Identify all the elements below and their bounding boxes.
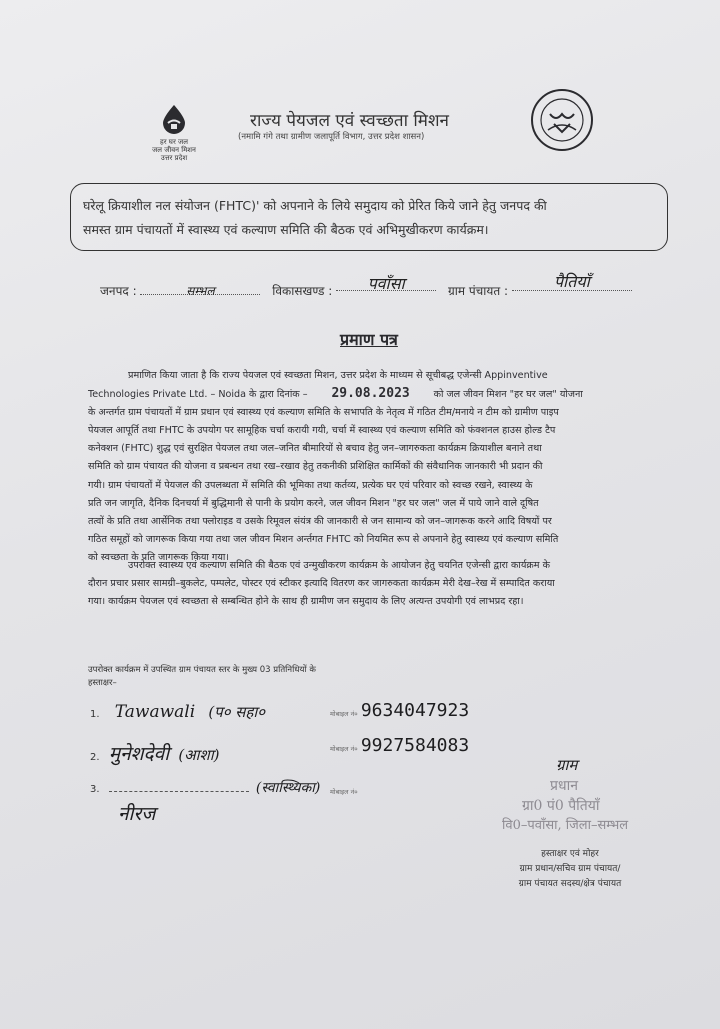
- banner-line-2: समस्त ग्राम पंचायतों में स्वास्थ्य एवं कल्याण समिति की बैठक एवं अभिमुखीकरण कार्यक्रम।: [83, 222, 489, 237]
- logo-caption-3: उत्तर प्रदेश: [160, 154, 188, 162]
- phone-entry: [330, 735, 469, 756]
- program-title-banner: [70, 183, 668, 251]
- panchayat-field: [512, 272, 632, 291]
- stamp-line-1: प्रधान: [550, 778, 578, 794]
- block-value: पवाँसा: [367, 274, 405, 293]
- signature-row: [90, 702, 265, 722]
- district-field: [140, 282, 260, 298]
- location-row: [100, 272, 632, 299]
- water-drop-icon: [160, 104, 188, 134]
- block-field: [336, 274, 436, 293]
- p1-line-4: पेयजल आपूर्ति तथा FHTC के उपयोग पर सामूहिक चर्चा करायी गयी, चर्चा में स्वास्थ्य एवं कल्याण समिति को फंक्शनल हाउस होल्ड टैप: [88, 425, 556, 437]
- signature-row: [90, 740, 219, 766]
- signature-role: (आशा): [178, 746, 220, 764]
- stamp-caption-1: हस्ताक्षर एवं मोहर: [541, 849, 599, 859]
- p1-line-1: Technologies Private Ltd. – Noida के द्वारा दिनांक –: [88, 389, 308, 401]
- certificate-title: प्रमाण पत्र: [340, 330, 398, 349]
- signature-role: (प० सहा०: [208, 703, 266, 721]
- header-title: राज्य पेयजल एवं स्वच्छता मिशन: [250, 111, 449, 131]
- certificate-paragraph-1: [88, 367, 694, 567]
- representatives-label: [88, 664, 316, 690]
- p1-line-10: गठित समूहों को जागरूक किया गया तथा जल जीवन मिशन अर्न्तगत FHTC को नियमित रूप से अपनाने हेतु स्वास्थ्य एवं कल्याण समिति: [88, 533, 559, 545]
- p2-line-1: दौरान प्रचार प्रसार सामग्री–बुकलेट, पम्पलेट, पोस्टर एवं स्टीकर इत्यादि वितरण कर जागरुकता कार्यक्रम मेरी देख–रेख में सम्पादित कराया: [88, 578, 555, 590]
- phone-number: 9634047923: [360, 700, 470, 721]
- date-value: 29.08.2023: [331, 386, 410, 402]
- signature-role: (स्वास्थ्यिका): [255, 780, 321, 796]
- header-subtitle: (नमामि गंगे तथा ग्रामीण जलापूर्ति विभाग, उत्तर प्रदेश शासन): [238, 132, 425, 142]
- representatives-label-line-1: उपरोक्त कार्यक्रम में उपस्थित ग्राम पंचायत स्तर के मुख्य 03 प्रतिनिधियों के: [88, 665, 316, 675]
- har-ghar-jal-logo: [150, 104, 198, 162]
- p1-line-1-row: [88, 385, 694, 404]
- stamp-caption-3: ग्राम पंचायत सदस्य/क्षेत्र पंचायत: [518, 879, 622, 889]
- pradhan-signature: ग्राम: [556, 756, 578, 774]
- signature-name: Tawawali: [114, 702, 196, 722]
- p1-line-3: के अन्तर्गत ग्राम पंचायतों में ग्राम प्रधान एवं स्वास्थ्य एवं कल्याण समिति के सभापति के नेतृत्व में गठित टीम/मनाये न टीम को ग्रामीण पाइप: [88, 407, 559, 419]
- p2-line-0: उपरोक्त स्वास्थ्य एवं कल्याण समिति की बैठक एवं उन्मुखीकरण कार्यक्रम के आयोजन हेतु चयनित एजेन्सी द्वारा कार्यक्रम के: [128, 560, 550, 571]
- phone-label: मोबाइल नं०: [330, 745, 358, 753]
- row-number: 3.: [90, 784, 100, 795]
- phone-number: 9927584083: [360, 735, 470, 756]
- signature-line: [109, 791, 249, 792]
- up-government-seal-icon: [530, 88, 594, 152]
- banner-line-1: घरेलू क्रियाशील नल संयोजन (FHTC)' को अपनाने के लिये समुदाय को प्रेरित किये जाने हेतु जनपद की: [83, 198, 547, 213]
- row-number: 1.: [90, 709, 100, 720]
- p2-line-2: गया। कार्यक्रम पेयजल एवं स्वच्छता से सम्बन्धित होने के साथ ही ग्रामीण जन समुदाय के लिए अत्यन्त उपयोगी एवं लाभप्रद रहा।: [88, 596, 524, 608]
- official-stamp: [498, 776, 698, 836]
- stamp-line-3: वि0–पवाँसा, जिला–सम्भल: [502, 818, 629, 833]
- signature-name: मुनेशदेवी: [108, 743, 170, 765]
- logo-caption-2: जल जीवन मिशन: [152, 146, 196, 154]
- p1-line-0: प्रमाणित किया जाता है कि राज्य पेयजल एवं स्वच्छता मिशन, उत्तर प्रदेश के माध्यम से सूचीबद्ध एजेन्सी Appinventive: [128, 370, 548, 381]
- panchayat-value: पैतियाँ: [553, 272, 590, 291]
- signature-name-3: नीरज: [118, 803, 156, 825]
- p1-line-7: गयी। ग्राम पंचायतों में पेयजल की उपलब्धता में समिति की भूमिका तथा कर्तव्य, प्रत्येक घर एवं परिवार को स्वच्छ रखने, स्वास्थ्य के: [88, 479, 533, 491]
- p1-line-6: समिति को ग्राम पंचायत की योजना व प्रबन्धन तथा रख–रखाव हेतु तकनीकी प्रशिक्षित कार्मिकों की संवैधानिक जानकारी भी प्रदान की: [88, 461, 543, 473]
- phone-label: मोबाइल नं०: [330, 788, 358, 796]
- phone-entry: [330, 778, 358, 799]
- date-field: [311, 385, 431, 404]
- row-number: 2.: [90, 752, 100, 763]
- p1-line-2: को जल जीवन मिशन "हर घर जल" योजना: [433, 389, 583, 401]
- stamp-caption: [490, 847, 650, 892]
- p1-line-11: को स्वच्छता के प्रति जागरूक किया गया।: [88, 551, 230, 563]
- district-value: सम्भल: [186, 284, 215, 298]
- certificate-paragraph-2: [88, 557, 694, 611]
- block-label: विकासखण्ड :: [272, 284, 333, 298]
- phone-label: मोबाइल नं०: [330, 710, 358, 718]
- logo-caption-1: हर घर जल: [160, 138, 188, 146]
- representatives-label-line-2: हस्ताक्षर–: [88, 678, 117, 688]
- stamp-line-2: ग्रा0 पं0 पैतियाँ: [522, 798, 600, 814]
- p1-line-5: कनेक्शन (FHTC) शुद्ध एवं सुरक्षित पेयजल तथा जल–जनित बीमारियों से बचाव हेतु जन–जागरुकता कार्यक्रम क्रियाशील बनाने तथा: [88, 443, 542, 455]
- p1-line-9: तत्वों के प्रति तथा आर्सेनिक तथा फ्लोराइड व उसके रिमूवल संयंत्र की जानकारी से जन सामान्य को जन–जागरूक करने आदि विषयों पर: [88, 515, 552, 527]
- panchayat-label: ग्राम पंचायत :: [447, 284, 509, 298]
- stamp-caption-2: ग्राम प्रधान/सचिव ग्राम पंचायत/: [519, 864, 621, 874]
- signature-row: [90, 778, 320, 797]
- phone-entry: [330, 700, 469, 721]
- p1-line-8: प्रति जन जागृति, दैनिक दिनचर्या में बुद्धिमानी से पानी के प्रयोग करने, जल जीवन मिशन "हर घर जल" जल में पाये जाने वाले दूषित: [88, 497, 539, 509]
- district-label: जनपद :: [100, 284, 137, 298]
